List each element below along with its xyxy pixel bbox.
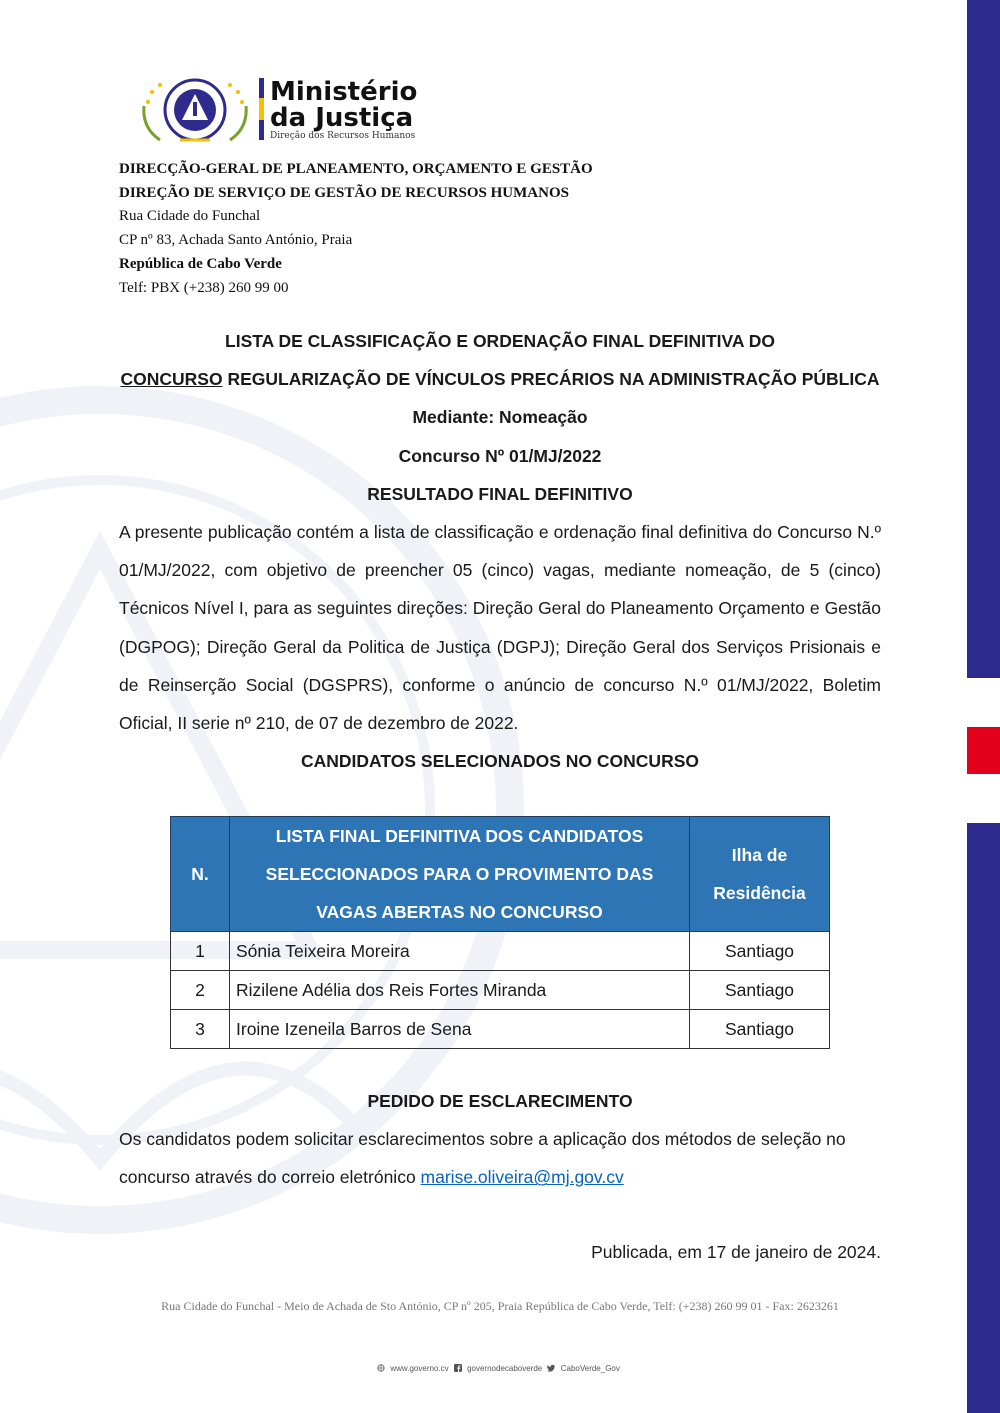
side-bar-blue-bottom	[967, 823, 1000, 1413]
title-concurso-number: Concurso Nº 01/MJ/2022	[398, 445, 602, 466]
cell-number: 1	[171, 932, 230, 971]
cell-name: Rizilene Adélia dos Reis Fortes Miranda	[230, 971, 690, 1010]
website-link[interactable]: www.governo.cv	[390, 1364, 449, 1373]
title-line1: LISTA DE CLASSIFICAÇÃO E ORDENAÇÃO FINAL DEFINITIVA DO	[225, 331, 775, 351]
clarification-heading: PEDIDO DE ESCLARECIMENTO	[367, 1091, 633, 1111]
logo-title-line2: da Justiça	[270, 103, 414, 133]
title-mediante: Mediante: Nomeação	[412, 407, 588, 428]
intro-paragraph: A presente publicação contém a lista de classificação e ordenação final definitiva do Concurso N.º 01/MJ/2022, com objetivo de preencher 05 (cinco) vagas, mediante nomeação, de 5 (cinco) Técnicos Nível I, para as seguintes direções: Direção Geral do Planeamento Orçamento e Gestão (DGPOG); Direção Geral da Politica de Justiça (DGPJ); Direção Geral dos Serviços Prisionais e de Reinserção Social (DGSPRS), conforme o anúncio de concurso N.º 01/MJ/2022, Boletim Oficial, II serie nº 210, de 07 de dezembro de 2022.	[119, 522, 881, 734]
header-line: CP nº 83, Achada Santo António, Praia	[119, 232, 353, 249]
clarification-section	[119, 1082, 881, 1197]
cell-name: Iroine Izeneila Barros de Sena	[230, 1010, 690, 1049]
facebook-icon	[454, 1364, 462, 1372]
candidates-table	[170, 816, 830, 1049]
header-line: DIREÇÃO DE SERVIÇO DE GESTÃO DE RECURSOS HUMANOS	[119, 184, 569, 201]
clarification-body: Os candidatos podem solicitar esclarecimentos sobre a aplicação dos métodos de seleção no concurso através do correio eletrónico	[119, 1129, 846, 1188]
title-regularizacao: REGULARIZAÇÃO DE VÍNCULOS PRECÁRIOS NA ADMINISTRAÇÃO PÚBLICA	[222, 369, 880, 390]
logo-divider	[259, 78, 264, 140]
email-link[interactable]: marise.oliveira@mj.gov.cv	[420, 1167, 624, 1188]
globe-icon	[377, 1364, 385, 1372]
header-line: Rua Cidade do Funchal	[119, 208, 261, 225]
publication-date: Publicada, em 17 de janeiro de 2024.	[591, 1242, 881, 1262]
social-links	[0, 1364, 1000, 1373]
title-resultado: RESULTADO FINAL DEFINITIVO	[367, 483, 633, 504]
cell-name: Sónia Teixeira Moreira	[230, 932, 690, 971]
col-island-header: Ilha de Residência	[690, 817, 830, 932]
title-concurso: CONCURSO	[120, 369, 223, 390]
table-header-row	[171, 817, 830, 932]
header-line: Telf: PBX (+238) 260 99 00	[119, 279, 289, 296]
cell-number: 2	[171, 971, 230, 1010]
clarification-text	[119, 1120, 881, 1196]
side-bar-blue-top	[967, 0, 1000, 678]
twitter-link[interactable]: CaboVerde_Gov	[560, 1364, 620, 1373]
title-line2	[119, 360, 881, 398]
cell-island: Santiago	[690, 932, 830, 971]
candidates-heading: CANDIDATOS SELECIONADOS NO CONCURSO	[301, 751, 699, 772]
side-bar-red	[967, 727, 1000, 774]
logo-title-line1: Ministério	[270, 77, 418, 107]
letterhead-address	[119, 158, 593, 300]
header-line: DIRECÇÃO-GERAL DE PLANEAMENTO, ORÇAMENTO E GESTÃO	[119, 161, 593, 177]
logo-subtitle: Direção dos Recursos Humanos	[270, 131, 416, 141]
cell-number: 3	[171, 1010, 230, 1049]
document-body	[119, 322, 881, 780]
cell-island: Santiago	[690, 971, 830, 1010]
cell-island: Santiago	[690, 1010, 830, 1049]
twitter-icon	[547, 1364, 555, 1372]
ministry-logo	[136, 76, 436, 146]
table-row	[171, 971, 830, 1010]
cabo-verde-seal-icon	[136, 76, 254, 146]
table-row	[171, 1010, 830, 1049]
col-candidates-header: LISTA FINAL DEFINITIVA DOS CANDIDATOS SELECCIONADOS PARA O PROVIMENTO DAS VAGAS ABERTAS NO CONCURSO	[230, 817, 690, 932]
facebook-link[interactable]: governodecaboverde	[467, 1364, 543, 1373]
footer-address: Rua Cidade do Funchal - Meio de Achada de Sto António, CP nº 205, Praia República de Cabo Verde, Telf: (+238) 260 99 01 - Fax: 2623261	[161, 1299, 839, 1313]
table-row	[171, 932, 830, 971]
col-number-header: N.	[171, 817, 230, 932]
header-line: República de Cabo Verde	[119, 255, 282, 272]
